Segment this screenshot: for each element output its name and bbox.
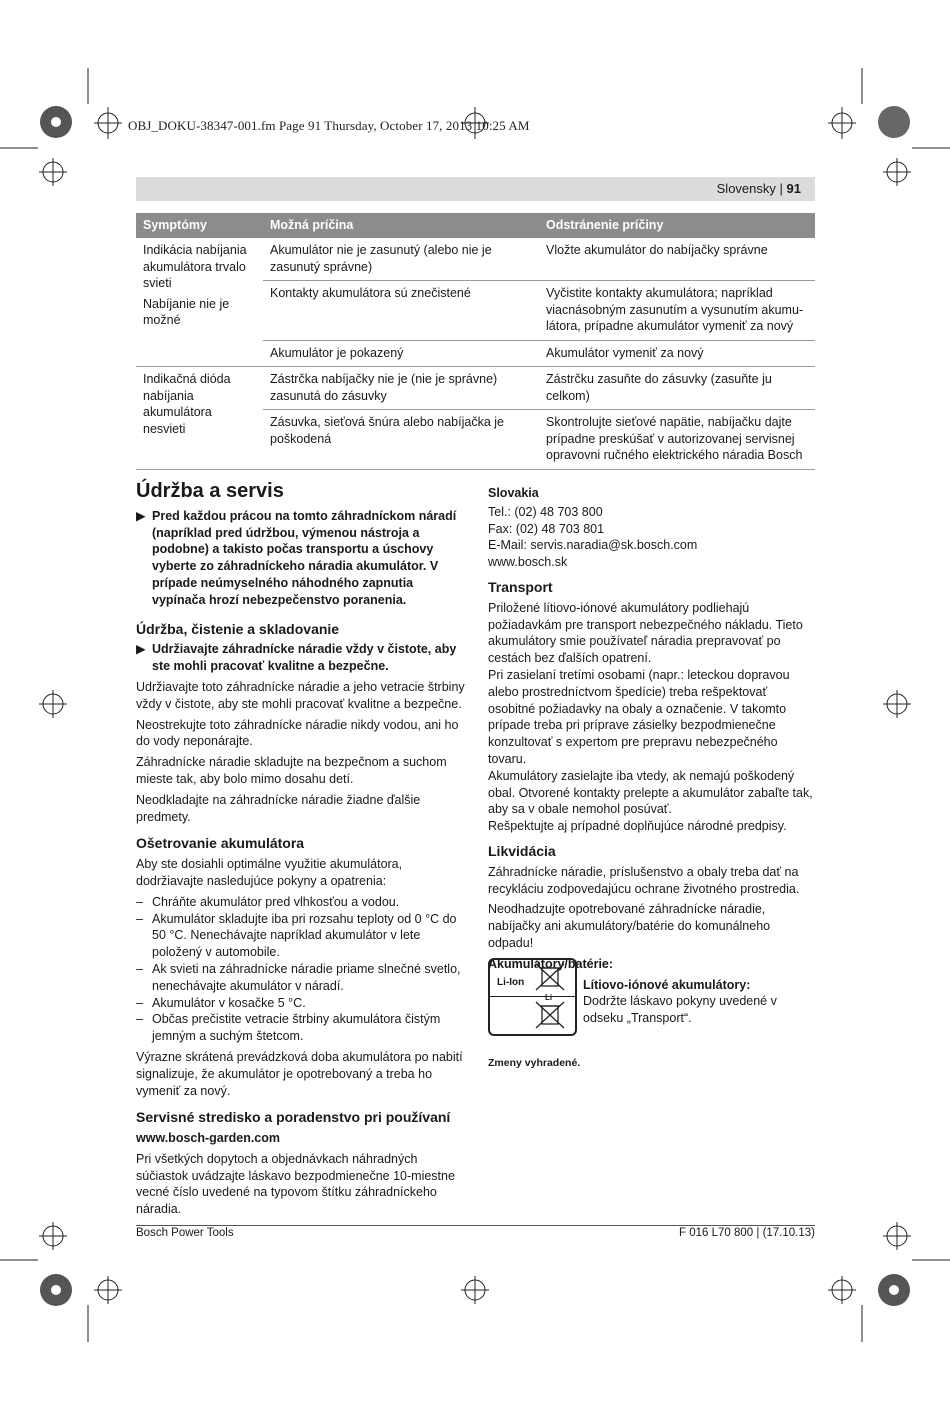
triangle-right-icon: ▶ <box>136 508 146 523</box>
troubleshooting-table <box>136 213 815 470</box>
paragraph: Neostrekujte toto záhradnícke náradie nikdy vodou, ani ho do vody neponárajte. <box>136 717 459 749</box>
li-label: Li <box>545 993 553 1002</box>
paragraph: Aby ste dosiahli optimálne využitie akumulátora, dodržiavajte nasledujúce pokyny a opatrenia: <box>136 857 403 888</box>
batteries-heading: Akumulátory/batérie: <box>488 956 614 971</box>
paragraph: Výrazne skrátená prevádzková doba akumulátora po nabití signalizuje, že akumulátor je opotrebovaný a treba ho vymeniť za nový. <box>136 1049 463 1098</box>
symptom-cell <box>136 238 263 367</box>
li-ion-label: Li-Ion <box>497 977 525 988</box>
paragraph: Neodhadzujte opotrebované záhradnícke náradie, nabíjačky ani akumulátory/batérie do komunálneho odpadu! <box>488 902 771 950</box>
list-item: – Občas prečistite vetracie štrbiny akumulátora čistým jemným a suchým štetcom. <box>136 1011 466 1045</box>
country-label: Slovakia <box>488 486 539 500</box>
care-list <box>136 894 466 1045</box>
changes-note: Zmeny vyhradené. <box>488 1057 581 1069</box>
page-header <box>717 181 801 196</box>
list-item: – Akumulátor v kosačke 5 °C. <box>136 995 466 1012</box>
remedy-cell: Akumulátor vymeniť za nový <box>539 340 815 367</box>
subsection-title: Transport <box>488 578 553 595</box>
symptom-text: Indikácia nabíjania akumulátora trvalo svieti <box>143 243 247 290</box>
contact-line: www.bosch.sk <box>488 555 568 570</box>
list-item: – Ak svieti na záhradnícke náradie priame slnečné svetlo, nenechávajte akumulátor v náradí. <box>136 961 466 995</box>
contact-line: Tel.: (02) 48 703 800 <box>488 504 603 519</box>
symptom-cell: Indikačná dióda nabíjania akumulátora nesvieti <box>136 367 263 470</box>
warning-text: Udržiavajte záhradnícke náradie vždy v čistote, aby ste mohli pracovať kvalitne a bezpečne. <box>152 642 457 674</box>
paragraph: Pri všetkých dopytoch a objednávkach náhradných súčiastok uvádzajte láskavo bezpodmienečne 10-miestne vecné číslo uvedené na typovom štítku záhradníckeho náradia. <box>136 1151 455 1217</box>
paragraph: Záhradnícke náradie, príslušenstvo a obaly treba dať na recykláciu zodpovedajúcu ochrane životného prostredia. <box>488 864 800 896</box>
footer-right: F 016 L70 800 | (17.10.13) <box>679 1227 815 1239</box>
symptom-text: Nabíjanie nie je možné <box>143 296 230 327</box>
contact-line: Fax: (02) 48 703 801 <box>488 521 605 536</box>
print-slug: OBJ_DOKU-38347-001.fm Page 91 Thursday, October 17, 2013 10:25 AM <box>128 118 530 133</box>
table-header-row <box>136 213 815 238</box>
paragraph: Udržiavajte toto záhradnícke náradie a jeho vetracie štrbiny vždy v čistote, aby ste mohli pracovať kvalitne a bezpečne. <box>136 679 465 711</box>
footer-left: Bosch Power Tools <box>136 1227 234 1239</box>
remedy-cell: Zástrčku zasuňte do zásuvky (zasuňte ju celkom) <box>539 367 815 410</box>
subsection-title: Údržba, čistenie a skladovanie <box>136 620 340 637</box>
list-item: – Akumulátor skladujte iba pri rozsahu teploty od 0 °C do 50 °C. Nenechávajte napríklad akumulátor v lete položený v automobile. <box>136 911 466 961</box>
warning-text: Pred každou prácou na tomto záhradníckom náradí (napríklad pred údržbou, výmenou nástroja a podobne) a takisto počas transportu a úschovy vyberte zo záhradníckeho náradia akumulátor. V prípade neúmyselného náhodného zapnutia vypínača hrozí nebezpečenstvo poranenia. <box>152 508 457 607</box>
warning-note <box>136 641 466 675</box>
paragraph: Neodkladajte na záhradnícke náradie žiadne ďalšie predmety. <box>136 792 421 824</box>
page-header-bar <box>136 177 815 201</box>
table-row <box>136 238 815 281</box>
triangle-right-icon: ▶ <box>136 642 146 657</box>
language-label: Slovensky <box>716 181 776 196</box>
paragraph: Pri zasielaní tretími osobami (napr.: leteckou dopravou alebo prostredníctvom špedície) treba rešpektovať osobitné požiadavky na obaly a označenie. V takomto prípade treba pri príprave zásielky bezpodmienečne konzultovať s expertom pre prepravu nebezpečného tovaru. <box>488 667 790 766</box>
right-column <box>488 485 815 1027</box>
paragraph: Rešpektujte aj prípadné doplňujúce národné predpisy. <box>488 819 787 834</box>
subsection-title: Servisné stredisko a poradenstvo pri používaní <box>136 1109 451 1126</box>
table-row <box>136 367 815 410</box>
contact-line: E-Mail: servis.naradia@sk.bosch.com <box>488 538 698 553</box>
li-ion-recycling-symbol <box>488 958 577 1036</box>
section-title: Údržba a servis <box>136 480 284 502</box>
cause-cell: Zásuvka, sieťová šnúra alebo nabíjačka je poškodená <box>263 410 539 470</box>
footer-divider <box>136 1225 815 1226</box>
column-header: Odstránenie príčiny <box>539 213 815 238</box>
liion-text: Dodržte láskavo pokyny uvedené v odseku „Transport“. <box>583 994 777 1026</box>
liion-title: Lítiovo-iónové akumulátory: <box>583 977 751 992</box>
list-item: – Chráňte akumulátor pred vlhkosťou a vodou. <box>136 894 466 911</box>
remedy-cell: Vyčistite kontakty akumulátora; napríklad viacnásobným zasunutím a vysunutím akumu-látora, prípadne akumulátor vymeniť za nový <box>539 281 815 341</box>
remedy-cell: Skontrolujte sieťové napätie, nabíjačku dajte prípadne preskúšať v autorizovanej servisnej opravovni ručného elektrického náradia Bosch <box>539 410 815 470</box>
header-separator: | <box>779 181 783 196</box>
column-header: Možná príčina <box>263 213 539 238</box>
cause-cell: Akumulátor nie je zasunutý (alebo nie je zasunutý správne) <box>263 238 539 281</box>
remedy-cell: Vložte akumulátor do nabíjačky správne <box>539 238 815 281</box>
subsection-title: Likvidácia <box>488 842 556 859</box>
page-number: 91 <box>786 181 801 196</box>
column-header: Symptómy <box>136 213 263 238</box>
cause-cell: Akumulátor je pokazený <box>263 340 539 367</box>
left-column <box>136 480 466 1222</box>
liion-note <box>583 977 815 1027</box>
paragraph: Záhradnícke náradie skladujte na bezpečnom a suchom mieste tak, aby bolo mimo dosahu detí. <box>136 755 447 786</box>
warning-note <box>136 508 466 609</box>
subsection-title: Ošetrovanie akumulátora <box>136 835 305 852</box>
paragraph: Akumulátory zasielajte iba vtedy, ak nemajú poškodený obal. Otvorené kontakty prelepte a akumulátor zabaľte tak, aby sa v obale nemohol posúvať. <box>488 768 813 817</box>
service-website: www.bosch-garden.com <box>136 1131 281 1146</box>
cause-cell: Kontakty akumulátora sú znečistené <box>263 281 539 341</box>
paragraph: Priložené lítiovo-iónové akumulátory podliehajú požiadavkám pre transport nebezpečného nákladu. Tieto akumulátory smie používateľ náradia prepravovať po cestách bez ďalších opatrení. <box>488 600 803 666</box>
cause-cell: Zástrčka nabíjačky nie je (nie je správne) zasunutá do zásuvky <box>263 367 539 410</box>
